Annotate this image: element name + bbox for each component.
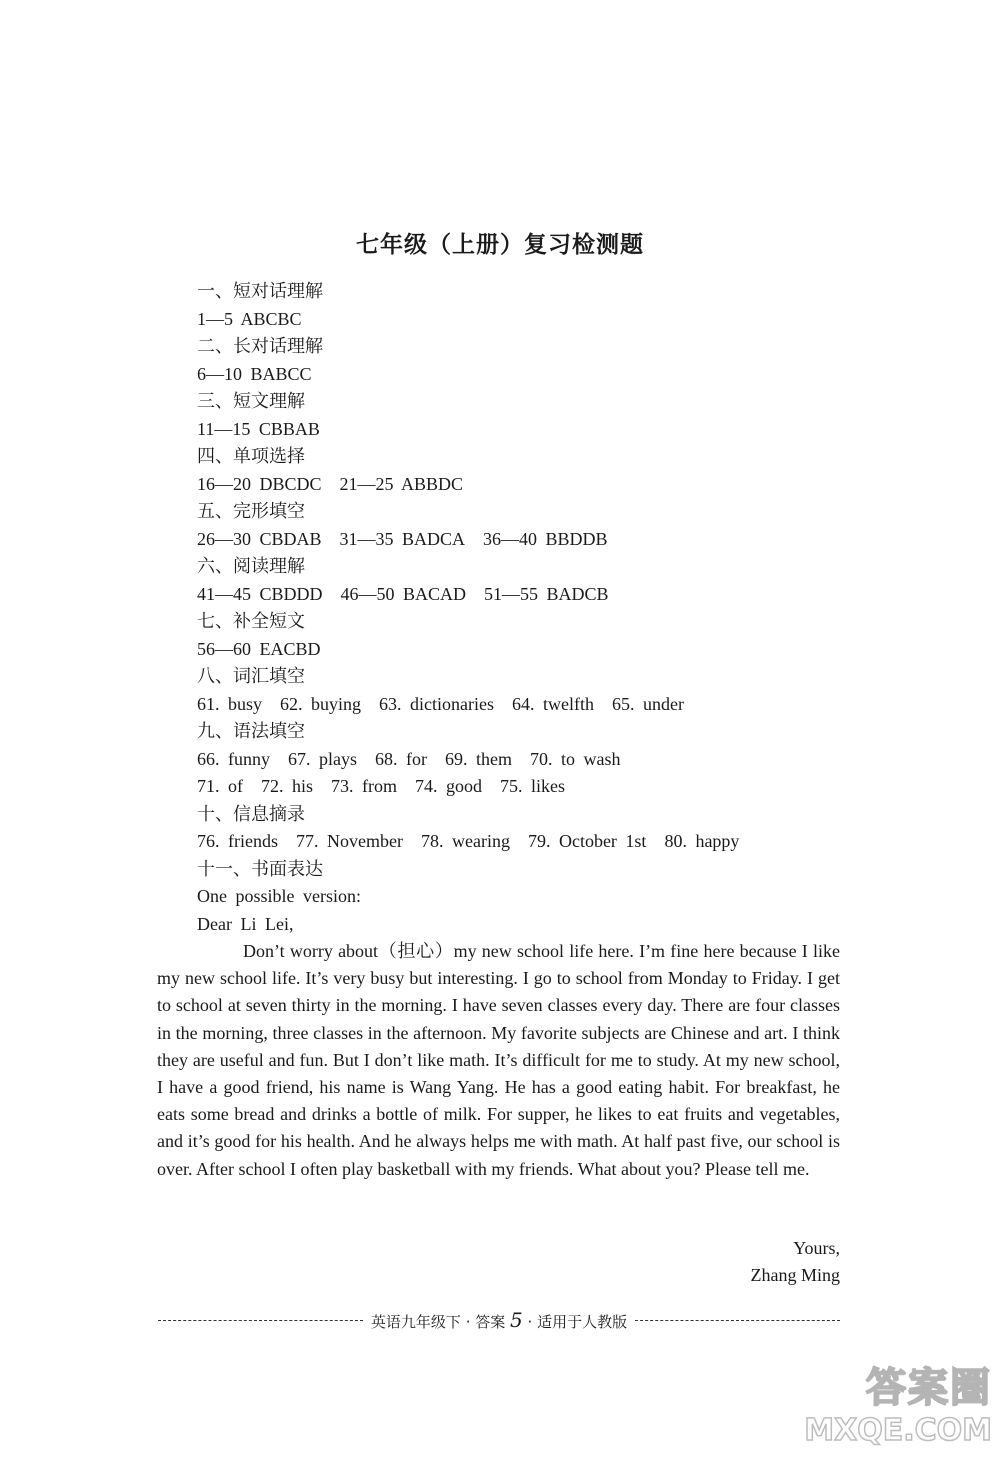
answer-item: 65. under bbox=[612, 693, 684, 714]
answer-line bbox=[197, 471, 857, 499]
section-heading: 四、单项选择 bbox=[197, 446, 305, 467]
answer-line bbox=[197, 691, 857, 719]
section-heading: 六、阅读理解 bbox=[197, 556, 305, 577]
answer-item: 78. wearing bbox=[420, 831, 510, 851]
answer-item: 70. to wash bbox=[530, 748, 621, 769]
answer-group: 11—15 CBBAB bbox=[197, 418, 320, 439]
section-heading: 七、补全短文 bbox=[197, 611, 305, 632]
answer-item: 77. November bbox=[295, 831, 403, 851]
answer-item: 74. good bbox=[415, 776, 483, 796]
answer-item: 69. them bbox=[445, 748, 512, 769]
footer-edition: · 适用于人教版 bbox=[527, 1313, 628, 1331]
footer-book-title: 英语九年级下 · 答案 bbox=[370, 1313, 506, 1331]
answer-group: 56—60 EACBD bbox=[197, 638, 321, 659]
answer-group: 36—40 BBDDB bbox=[483, 528, 608, 549]
answer-line bbox=[197, 828, 857, 856]
section-heading: 五、完形填空 bbox=[197, 501, 305, 522]
letter-body: Don’t worry about（担心）my new school life here. I’m fine here because I like my new school life. It’s very busy but interesting. I go to school from Monday to Friday. I get to school at seven thirty in the morning. I have seven classes every day. There are four classes in the morning, three classes in the afternoon. My favorite subjects are Chinese and art. I think they are useful and fun. But I don’t like math. It’s difficult for me to study. At my new school, I have a good friend, his name is Wang Yang. He has a good eating habit. For breakfast, he eats some bread and drinks a bottle of milk. For supper, he likes to eat fruits and vegetables, and it’s good for his health. And he always helps me with math. At half past five, our school is over. After school I often play basketball with my friends. What about you? Please tell me. bbox=[157, 941, 840, 1179]
page-number: 5 bbox=[510, 1308, 523, 1332]
answer-group: 16—20 DBCDC bbox=[197, 473, 322, 494]
letter-closing: Yours, bbox=[793, 1238, 840, 1258]
answer-group: 41—45 CBDDD bbox=[197, 583, 323, 604]
answer-item: 75. likes bbox=[500, 776, 566, 796]
answer-sections bbox=[197, 278, 857, 938]
section-heading: 一、短对话理解 bbox=[197, 281, 323, 302]
section-heading: 十一、书面表达 bbox=[197, 858, 323, 880]
answer-group: 46—50 BACAD bbox=[340, 583, 467, 604]
answer-item: 79. October 1st bbox=[527, 831, 647, 851]
answer-group: 26—30 CBDAB bbox=[197, 528, 322, 549]
version-label: One possible version: bbox=[197, 886, 361, 906]
answer-item: 68. for bbox=[375, 748, 427, 769]
answer-line bbox=[197, 306, 857, 334]
answer-line bbox=[197, 361, 857, 389]
answer-line bbox=[197, 883, 857, 911]
page-title: 七年级（上册）复习检测题 bbox=[356, 232, 644, 258]
section-heading: 三、短文理解 bbox=[197, 391, 305, 412]
page-footer bbox=[158, 1308, 840, 1332]
answer-line bbox=[197, 636, 857, 664]
section-heading: 九、语法填空 bbox=[197, 721, 305, 742]
answer-group: 6—10 BABCC bbox=[197, 363, 312, 384]
section-heading: 二、长对话理解 bbox=[197, 336, 323, 357]
answer-item: 72. his bbox=[261, 776, 314, 796]
answer-group: 1—5 ABCBC bbox=[197, 308, 302, 329]
letter-signature: Zhang Ming bbox=[750, 1265, 840, 1285]
section-heading: 十、信息摘录 bbox=[197, 803, 305, 825]
footer-divider bbox=[635, 1320, 840, 1321]
answer-item: 67. plays bbox=[288, 748, 357, 769]
answer-group: 21—25 ABBDC bbox=[339, 473, 464, 494]
watermark-logo bbox=[792, 1356, 992, 1456]
answer-line bbox=[197, 581, 857, 609]
answer-item: 76. friends bbox=[197, 831, 278, 851]
watermark-url: MXQE.COM bbox=[804, 1413, 992, 1448]
footer-text bbox=[371, 1308, 627, 1332]
answer-group: 31—35 BADCA bbox=[339, 528, 466, 549]
answer-item: 64. twelfth bbox=[512, 693, 595, 714]
answer-item: 73. from bbox=[331, 776, 398, 796]
letter-greeting: Dear Li Lei, bbox=[197, 913, 294, 934]
answer-item: 80. happy bbox=[664, 831, 740, 851]
answer-group: 51—55 BADCB bbox=[484, 583, 609, 604]
answer-line bbox=[197, 746, 857, 774]
answer-item: 63. dictionaries bbox=[379, 693, 495, 714]
answer-line bbox=[197, 526, 857, 554]
footer-divider bbox=[158, 1320, 363, 1321]
answer-item: 71. of bbox=[197, 776, 243, 796]
watermark-text: 答案圈 bbox=[866, 1365, 992, 1411]
section-heading: 八、词汇填空 bbox=[197, 666, 305, 687]
answer-item: 61. busy bbox=[197, 693, 263, 714]
answer-line bbox=[197, 773, 857, 801]
answer-item: 62. buying bbox=[280, 693, 362, 714]
answer-line bbox=[197, 416, 857, 444]
answer-item: 66. funny bbox=[197, 748, 270, 769]
